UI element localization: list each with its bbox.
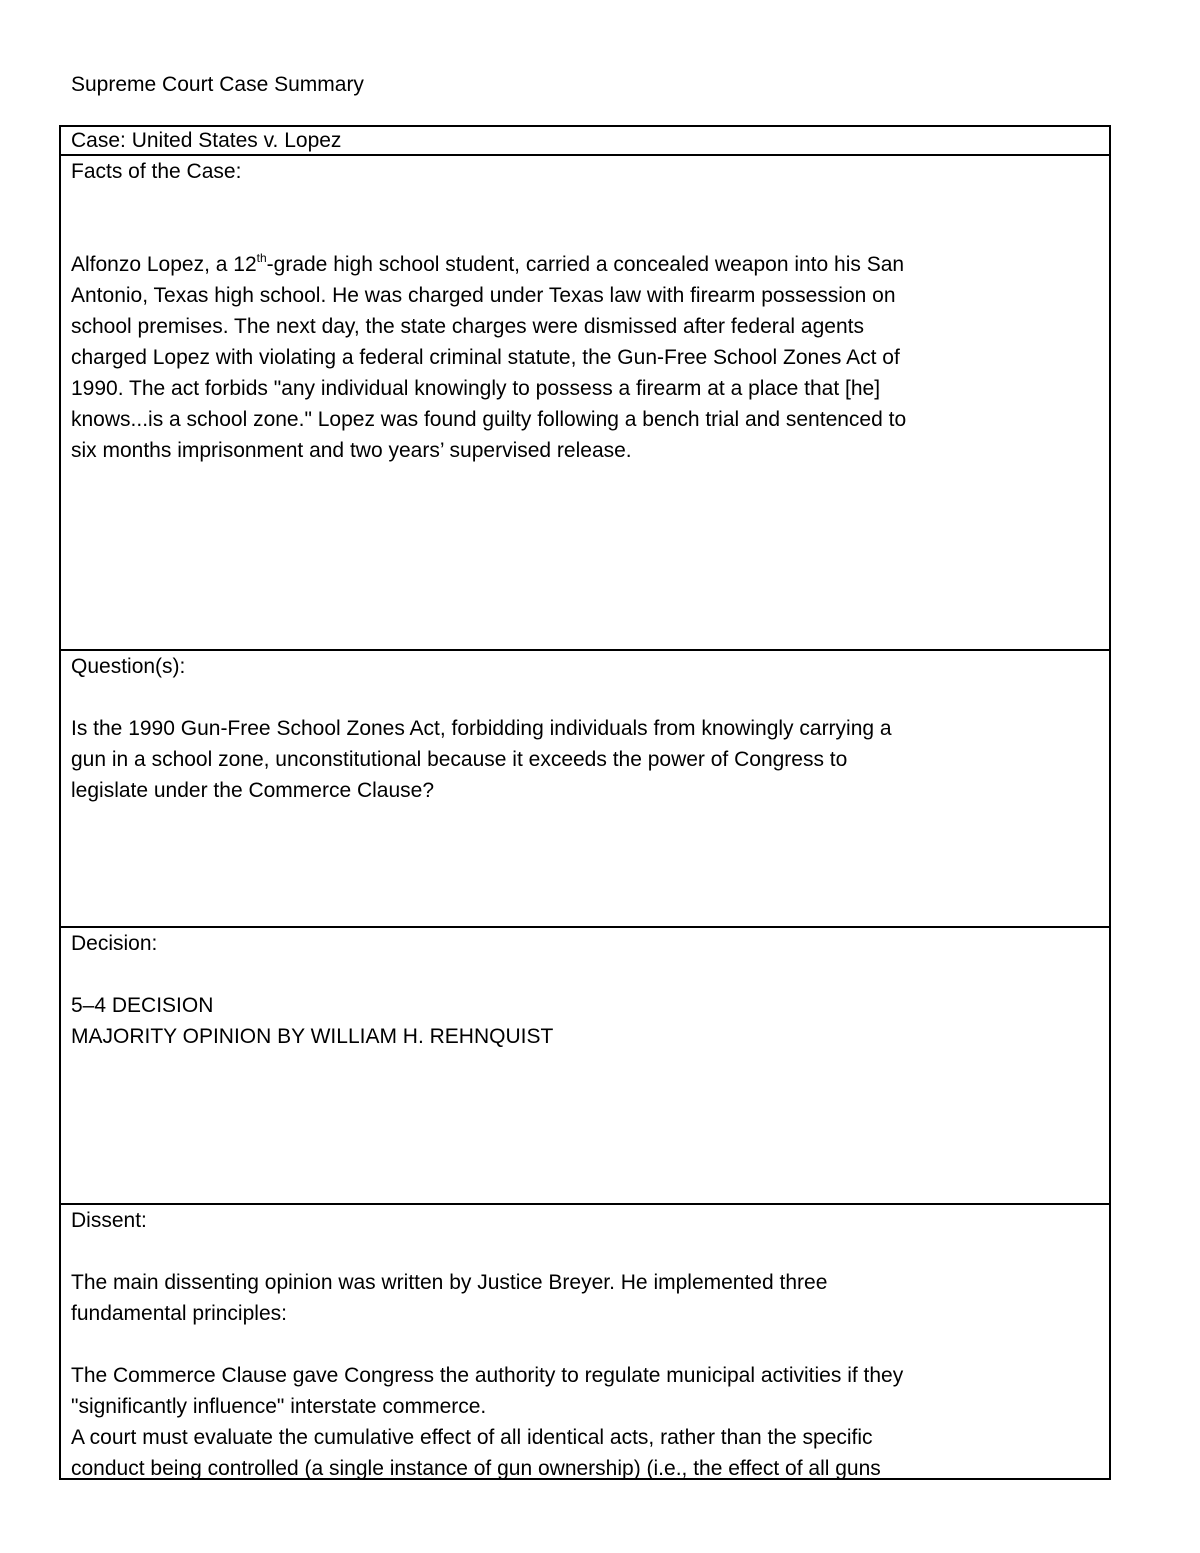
dissent-heading: Dissent:: [71, 1209, 147, 1232]
dissent-line: fundamental principles:: [71, 1302, 287, 1325]
question-heading: Question(s):: [71, 655, 186, 678]
majority-opinion: MAJORITY OPINION BY WILLIAM H. REHNQUIST: [71, 1025, 554, 1048]
dissent-section: [61, 1205, 1109, 1480]
question-paragraph: [71, 713, 1101, 806]
facts-line-end: -grade high school student, carried a concealed weapon into his San: [266, 253, 905, 276]
facts-line-start: Alfonzo Lopez, a 12: [71, 253, 257, 276]
facts-section: [61, 156, 1109, 651]
dissent-intro: [71, 1267, 1101, 1329]
question-line: gun in a school zone, unconstitutional because it exceeds the power of Congress to: [71, 748, 848, 771]
dissent-line: The Commerce Clause gave Congress the authority to regulate municipal activities if they: [71, 1364, 904, 1387]
facts-line: six months imprisonment and two years’ supervised release.: [71, 439, 632, 462]
page-title: Supreme Court Case Summary: [71, 73, 364, 96]
question-line: legislate under the Commerce Clause?: [71, 779, 435, 802]
case-name: Case: United States v. Lopez: [71, 129, 342, 152]
dissent-line: The main dissenting opinion was written by Justice Breyer. He implemented three: [71, 1271, 828, 1294]
case-row: [61, 127, 1109, 156]
dissent-line: conduct being controlled (a single instance of gun ownership) (i.e., the effect of all guns: [71, 1457, 881, 1480]
facts-line: Antonio, Texas high school. He was charged under Texas law with firearm possession on: [71, 284, 896, 307]
facts-line: knows...is a school zone." Lopez was found guilty following a bench trial and sentenced to: [71, 408, 907, 431]
dissent-line: A court must evaluate the cumulative effect of all identical acts, rather than the specific: [71, 1426, 873, 1449]
facts-paragraph: [71, 249, 1101, 466]
facts-heading: Facts of the Case:: [71, 160, 242, 183]
decision-section: [61, 928, 1109, 1205]
facts-line: [71, 249, 1101, 280]
facts-line: 1990. The act forbids "any individual knowingly to possess a firearm at a place that [he]: [71, 377, 881, 400]
facts-line: school premises. The next day, the state charges were dismissed after federal agents: [71, 315, 864, 338]
case-summary-table: [59, 125, 1111, 1480]
question-section: [61, 651, 1109, 928]
question-line: Is the 1990 Gun-Free School Zones Act, forbidding individuals from knowingly carrying a: [71, 717, 892, 740]
dissent-principles: [71, 1360, 1101, 1480]
decision-heading: Decision:: [71, 932, 158, 955]
dissent-line: "significantly influence" interstate commerce.: [71, 1395, 487, 1418]
decision-vote: 5–4 DECISION: [71, 994, 214, 1017]
ordinal-suffix: th: [256, 251, 267, 265]
facts-line: charged Lopez with violating a federal criminal statute, the Gun-Free School Zones Act of: [71, 346, 900, 369]
